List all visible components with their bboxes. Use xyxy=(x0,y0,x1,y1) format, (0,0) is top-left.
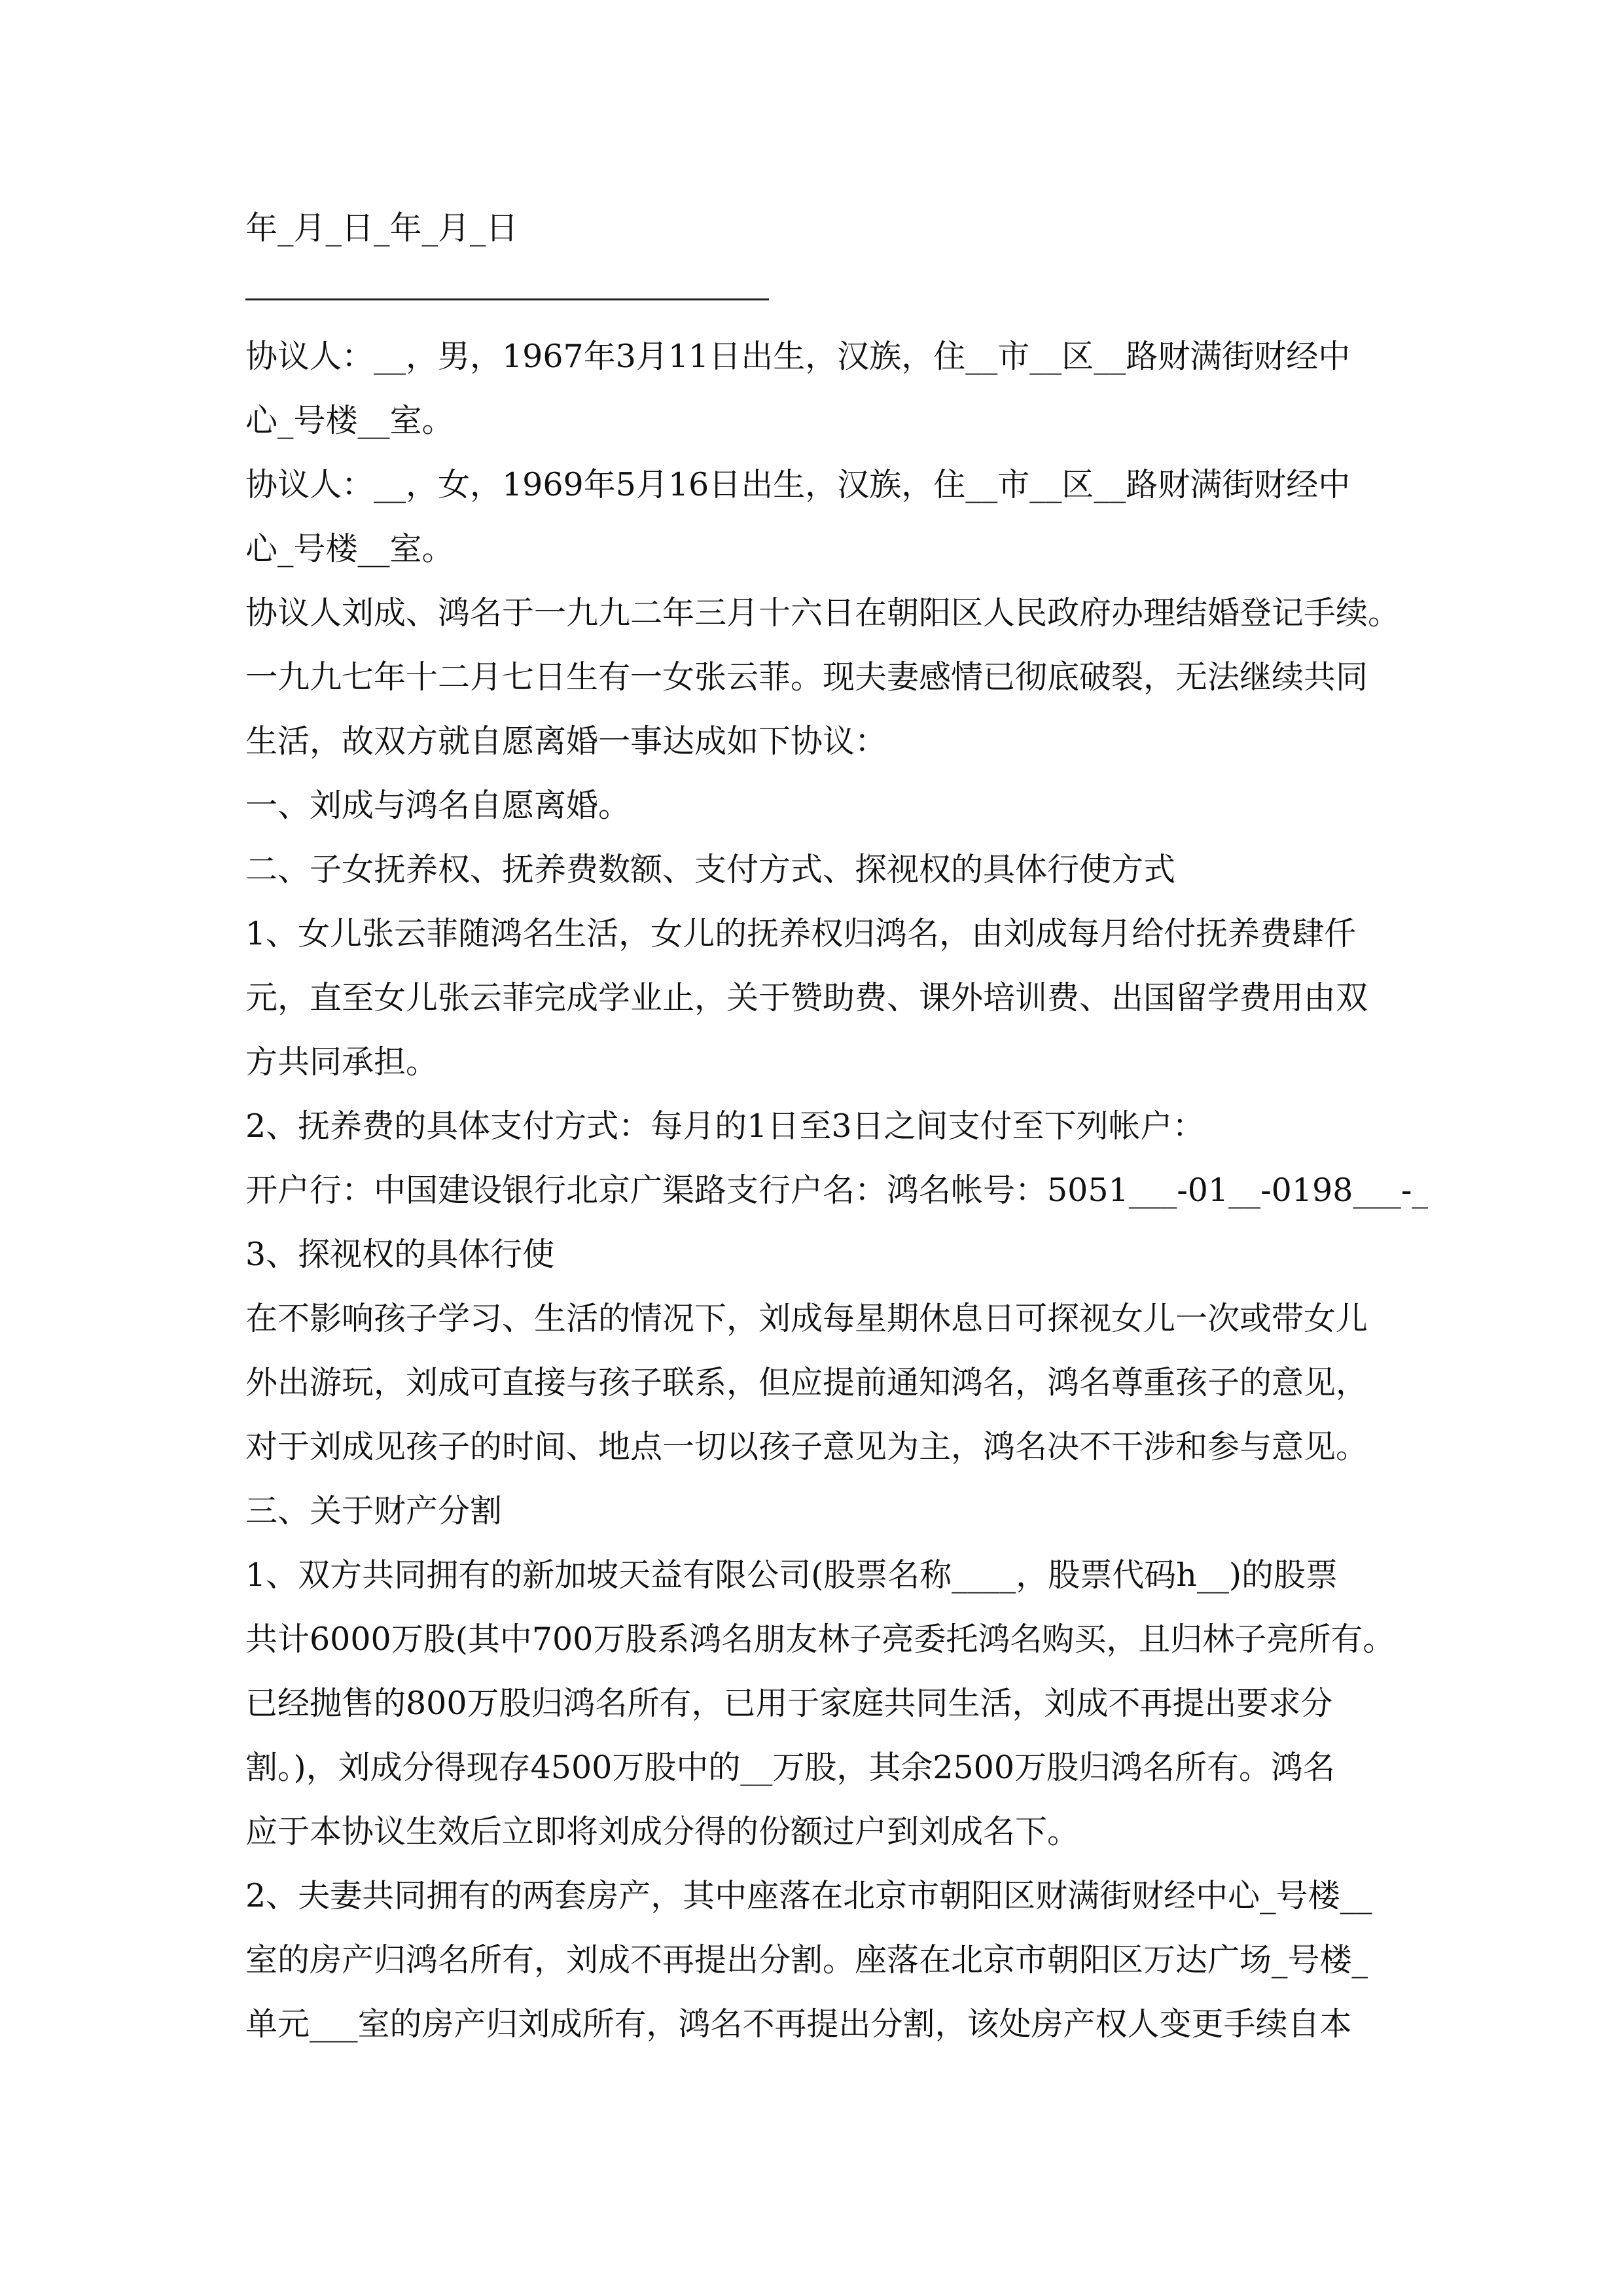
text-line: 方共同承担。 xyxy=(245,1043,438,1081)
text-line: 1、女儿张云菲随鸿名生活，女儿的抚养权归鸿名，由刘成每月给付抚养费肆仟 xyxy=(245,915,1357,952)
text-line: 单元___室的房产归刘成所有，鸿名不再提出分割，该处房产权人变更手续自本 xyxy=(245,2005,1352,2043)
text-line: 割。)，刘成分得现存4500万股中的__万股，其余2500万股归鸿名所有。鸿名 xyxy=(245,1749,1336,1786)
text-line: 应于本协议生效后立即将刘成分得的份额过户到刘成名下。 xyxy=(245,1813,1080,1850)
text-line: 室的房产归鸿名所有，刘成不再提出分割。座落在北京市朝阳区万达广场_号楼_ xyxy=(245,1941,1368,1979)
text-line: 协议人刘成、鸿名于一九九二年三月十六日在朝阳区人民政府办理结婚登记手续。 xyxy=(245,594,1400,632)
section-heading: 3、探视权的具体行使 xyxy=(245,1236,555,1273)
text-line: 协议人：__，男，1967年3月11日出生，汉族，住__市__区__路财满街财经中 xyxy=(245,338,1351,375)
text-line: 心_号楼__室。 xyxy=(245,402,454,439)
text-line: 2、夫妻共同拥有的两套房产，其中座落在北京市朝阳区财满街财经中心_号楼__ xyxy=(245,1877,1372,1914)
text-line: 心_号楼__室。 xyxy=(245,530,454,567)
text-line: 1、双方共同拥有的新加坡天益有限公司(股票名称____，股票代码h__)的股票 xyxy=(245,1556,1338,1594)
date-line: 年_月_日_年_月_日 xyxy=(245,209,518,247)
text-line: 一九九七年十二月七日生有一女张云菲。现夫妻感情已彻底破裂，无法继续共同 xyxy=(245,658,1368,696)
text-line: 外出游玩，刘成可直接与孩子联系，但应提前通知鸿名，鸿名尊重孩子的意见， xyxy=(245,1364,1368,1401)
text-line: 2、抚养费的具体支付方式：每月的1日至3日之间支付至下列帐户： xyxy=(245,1107,1205,1145)
text-line: 生活，故双方就自愿离婚一事达成如下协议： xyxy=(245,723,887,760)
bank-account-line: 开户行：中国建设银行北京广渠路支行户名：鸿名帐号：5051___-01__-0198___-_ xyxy=(245,1172,1428,1209)
section-heading: 一、刘成与鸿名自愿离婚。 xyxy=(245,787,631,824)
text-line: 共计6000万股(其中700万股系鸿名朋友林子亮委托鸿名购买，且归林子亮所有。 xyxy=(245,1621,1395,1658)
document-body xyxy=(245,196,1428,2056)
section-heading: 三、关于财产分割 xyxy=(245,1492,503,1530)
horizontal-rule xyxy=(245,260,769,325)
text-line: 元，直至女儿张云菲完成学业止，关于赞助费、课外培训费、出国留学费用由双 xyxy=(245,979,1368,1016)
text-line: 已经抛售的800万股归鸿名所有，已用于家庭共同生活，刘成不再提出要求分 xyxy=(245,1685,1333,1722)
text-line: 在不影响孩子学习、生活的情况下，刘成每星期休息日可探视女儿一次或带女儿 xyxy=(245,1300,1368,1337)
text-line: 协议人：__，女，1969年5月16日出生，汉族，住__市__区__路财满街财经中 xyxy=(245,466,1351,503)
section-heading: 二、子女抚养权、抚养费数额、支付方式、探视权的具体行使方式 xyxy=(245,851,1176,888)
text-line: 对于刘成见孩子的时间、地点一切以孩子意见为主，鸿名决不干涉和参与意见。 xyxy=(245,1428,1368,1465)
